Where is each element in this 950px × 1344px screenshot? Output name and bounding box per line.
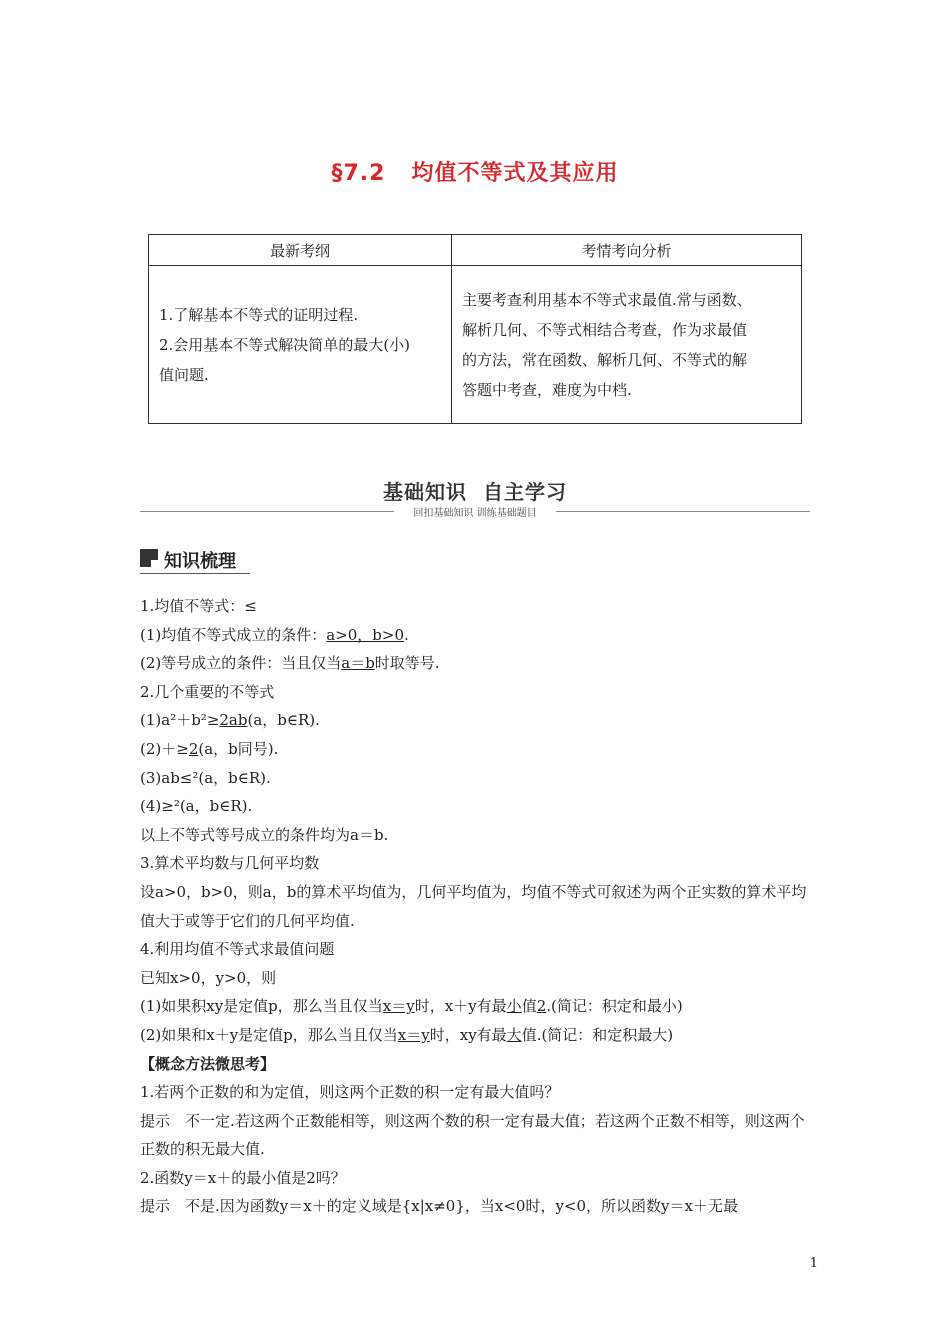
section-number: §7.2: [331, 161, 386, 186]
analysis-line: 主要考查利用基本不等式求最值.常与函数、: [462, 290, 752, 309]
concept-heading: 【概念方法微思考】: [140, 1054, 276, 1073]
text-line: 4.利用均值不等式求最值问题: [140, 940, 335, 959]
text-line: (4)≥²(a，b∈R).: [140, 797, 253, 816]
text-line: (2)等号成立的条件：当且仅当a＝b时取等号.: [140, 654, 440, 673]
section-subheading: 回扣基础知识 训练基础题目: [0, 504, 950, 519]
text-line: 以上不等式等号成立的条件均为a＝b.: [140, 825, 389, 844]
title-text: 均值不等式及其应用: [411, 161, 619, 186]
text-paragraph: 提示 不一定.若这两个正数能相等，则这两个数的积一定有最大值；若这两个正数不相等，则这两个正数的积无最大值.: [140, 1111, 805, 1159]
section-heading: 基础知识 自主学习: [383, 480, 567, 504]
text-line: 提示 不是.因为函数y＝x＋的定义域是{x|x≠0}，当x<0时，y<0，所以函数y＝x＋无最: [140, 1197, 738, 1216]
tag-label: 知识梳理: [164, 551, 236, 572]
analysis-cell: [452, 266, 802, 424]
text-paragraph: 设a>0，b>0，则a，b的算术平均值为，几何平均值为，均值不等式可叙述为两个正实数的算术平均值大于或等于它们的几何平均值.: [140, 882, 807, 930]
square-icon: [140, 549, 158, 567]
text-line: (3)ab≤²(a，b∈R).: [140, 768, 271, 787]
syllabus-cell: [149, 266, 452, 424]
text-line: (1)均值不等式成立的条件：a>0，b>0.: [140, 625, 409, 644]
text-line: 已知x>0，y>0，则: [140, 968, 277, 987]
analysis-line: 解析几何、不等式相结合考查，作为求最值: [462, 320, 748, 339]
syllabus-line: 值问题.: [159, 365, 209, 384]
header-right: 考情考向分析: [452, 235, 802, 266]
analysis-line: 答题中考查，难度为中档.: [462, 380, 632, 399]
knowledge-tag: [140, 545, 250, 574]
analysis-line: 的方法，常在函数、解析几何、不等式的解: [462, 350, 748, 369]
text-line: 1.均值不等式：≤: [140, 597, 257, 615]
text-line: (2)如果和x＋y是定值p，那么当且仅当x＝y时，xy有最大值.(简记：和定积最大): [140, 1025, 674, 1044]
syllabus-line: 2.会用基本不等式解决简单的最大(小): [159, 335, 411, 354]
syllabus-table: [148, 234, 802, 424]
text-line: (1)a²＋b²≥2ab(a，b∈R).: [140, 711, 320, 730]
text-line: (1)如果积xy是定值p，那么当且仅当x＝y时，x＋y有最小值2.(简记：积定和最小): [140, 997, 683, 1016]
syllabus-line: 1.了解基本不等式的证明过程.: [159, 305, 359, 324]
text-line: 2.函数y＝x＋的最小值是2吗？: [140, 1168, 346, 1187]
text-line: 2.几个重要的不等式: [140, 682, 275, 701]
header-left: 最新考纲: [149, 235, 452, 266]
page-title: [0, 156, 950, 187]
text-line: 1.若两个正数的和为定值，则这两个正数的积一定有最大值吗？: [140, 1083, 560, 1102]
content-body: [140, 592, 812, 1221]
text-line: 3.算术平均数与几何平均数: [140, 854, 320, 873]
text-line: (2)＋≥2(a，b同号).: [140, 739, 279, 758]
